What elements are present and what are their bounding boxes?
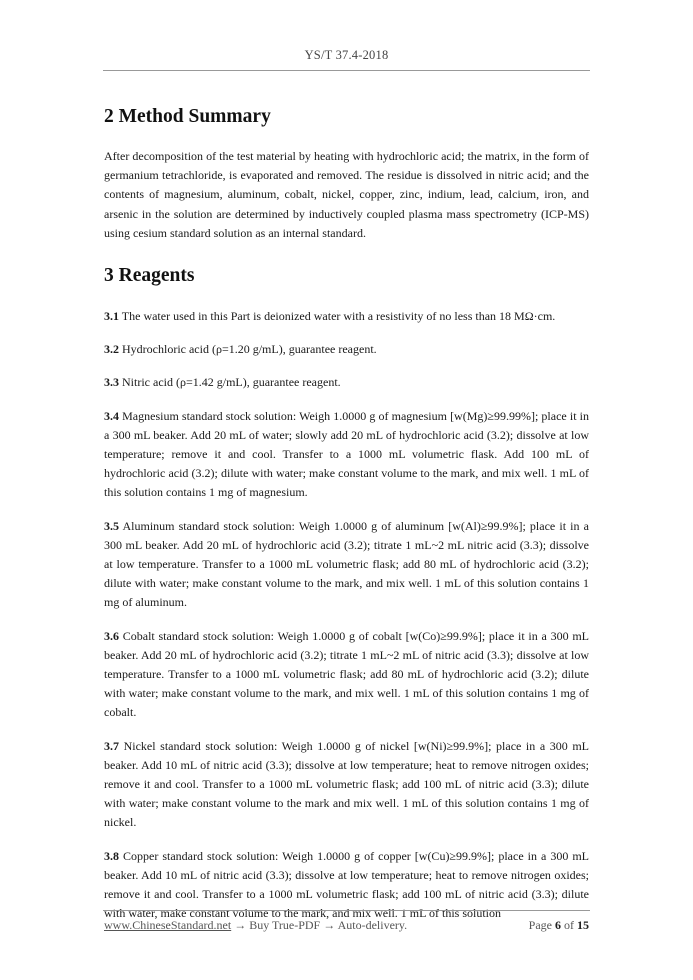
clause-number: 3.8 — [104, 848, 119, 863]
page-word: Page — [528, 918, 555, 932]
clause-number: 3.3 — [104, 375, 119, 390]
clause-3-7 — [104, 737, 589, 833]
running-header: YS/T 37.4-2018 — [304, 48, 389, 62]
clause-text: Hydrochloric acid (ρ=1.20 g/mL), guarantee reagent. — [119, 342, 377, 357]
clause-text: Copper standard stock solution: Weigh 1.0000 g of copper [w(Cu)≥99.9%]; place in a 300 mL beaker. Add 10 mL of nitric acid (3.3); dissolve at low temperature; heat to remove nitrogen oxides; remove it and cool. Transfer to a 1000 mL volumetric flask; add 100 mL of nitric acid (3.3); dilute with water, make constant volume to the mark, and mix well. 1 mL of this solution — [104, 848, 589, 921]
clause-3-6 — [104, 627, 589, 723]
clause-3-1 — [104, 307, 589, 326]
section-heading-method-summary: 2 Method Summary — [104, 106, 271, 127]
header-rule — [103, 70, 590, 71]
clause-3-2 — [104, 340, 589, 359]
auto-delivery-text: Auto-delivery. — [337, 918, 408, 932]
clause-text: The water used in this Part is deionized water with a resistivity of no less than 18 MΩ·cm. — [119, 309, 556, 324]
arrow-right-icon: → — [231, 918, 250, 932]
clause-text: Aluminum standard stock solution: Weigh 1.0000 g of aluminum [w(Al)≥99.9%]; place it in a 300 mL beaker. Add 20 mL of hydrochloric acid (3.2); titrate 1 mL~2 mL nitric acid (3.3); dissolve at low temperature. Transfer to a 1000 mL volumetric flask; add 80 mL of hydrochloric acid (3.2); dilute with water; make constant volume to the mark, and mix well. 1 mL of this solution contains 1 mg of aluminum. — [104, 518, 589, 610]
buy-true-pdf-link[interactable]: Buy True-PDF — [249, 918, 321, 932]
clause-number: 3.2 — [104, 342, 119, 357]
page-number — [529, 918, 589, 933]
chinesestandard-link[interactable]: www.ChineseStandard.net — [104, 918, 232, 932]
clause-3-5 — [104, 517, 589, 613]
clause-number: 3.6 — [104, 628, 119, 643]
footer-rule — [103, 910, 590, 911]
clause-number: 3.7 — [104, 738, 119, 753]
page-content — [104, 100, 589, 924]
clause-text: Magnesium standard stock solution: Weigh 1.0000 g of magnesium [w(Mg)≥99.99%]; place it in a 300 mL beaker. Add 20 mL of water; slowly add 20 mL of hydrochloric acid (3.2); dissolve at low temperature; remove it and cool. Transfer to a 1000 mL volumetric flask. Add 100 mL of hydrochloric acid (3.2); dilute with water; make constant volume to the mark, and mix well. 1 mL of this solution contains 1 mg of magnesium. — [104, 408, 589, 500]
section-heading-reagents: 3 Reagents — [104, 265, 195, 287]
total-pages: 15 — [577, 918, 589, 932]
clause-number: 3.5 — [104, 518, 119, 533]
clause-number: 3.1 — [104, 309, 119, 324]
arrow-right-icon: → — [320, 918, 338, 932]
clause-text: Nitric acid (ρ=1.42 g/mL), guarantee reagent. — [119, 375, 341, 390]
clause-3-3 — [104, 373, 589, 392]
footer-links — [104, 918, 407, 933]
clause-3-8 — [104, 847, 589, 924]
clause-text: Nickel standard stock solution: Weigh 1.0000 g of nickel [w(Ni)≥99.9%]; place in a 300 mL beaker. Add 10 mL of nitric acid (3.3); dissolve at low temperature; heat to remove nitrogen oxides; remove it and cool. Transfer to a 1000 mL volumetric flask; add 100 mL of nitric acid (3.3); dilute with water; make constant volume to the mark and mix well. 1 mL of this solution contains 1 mg of nickel. — [104, 738, 589, 830]
clause-text: Cobalt standard stock solution: Weigh 1.0000 g of cobalt [w(Co)≥99.9%]; place it in a 300 mL beaker. Add 20 mL of hydrochloric acid (3.2); titrate 1 mL~2 mL of nitric acid (3.3); dissolve at low temperature. Transfer to a 1000 mL volumetric flask; add 80 mL of hydrochloric acid (3.2); dilute with water; make constant volume to the mark, and mix well. 1 mL of this solution contains 1 mg of cobalt. — [104, 628, 589, 720]
of-word: of — [561, 918, 577, 932]
current-page: 6 — [555, 918, 561, 932]
clause-number: 3.4 — [104, 408, 119, 423]
method-summary-paragraph: After decomposition of the test material by heating with hydrochloric acid; the matrix, in the form of germanium tetrachloride, is evaporated and removed. The residue is dissolved in nitric acid; and the contents of magnesium, aluminum, cobalt, nickel, copper, zinc, indium, lead, calcium, iron, and arsenic in the solution are determined by inductively coupled plasma mass spectrometry (ICP-MS) using cesium standard solution as an internal standard. — [104, 149, 589, 240]
clause-3-4 — [104, 407, 589, 503]
